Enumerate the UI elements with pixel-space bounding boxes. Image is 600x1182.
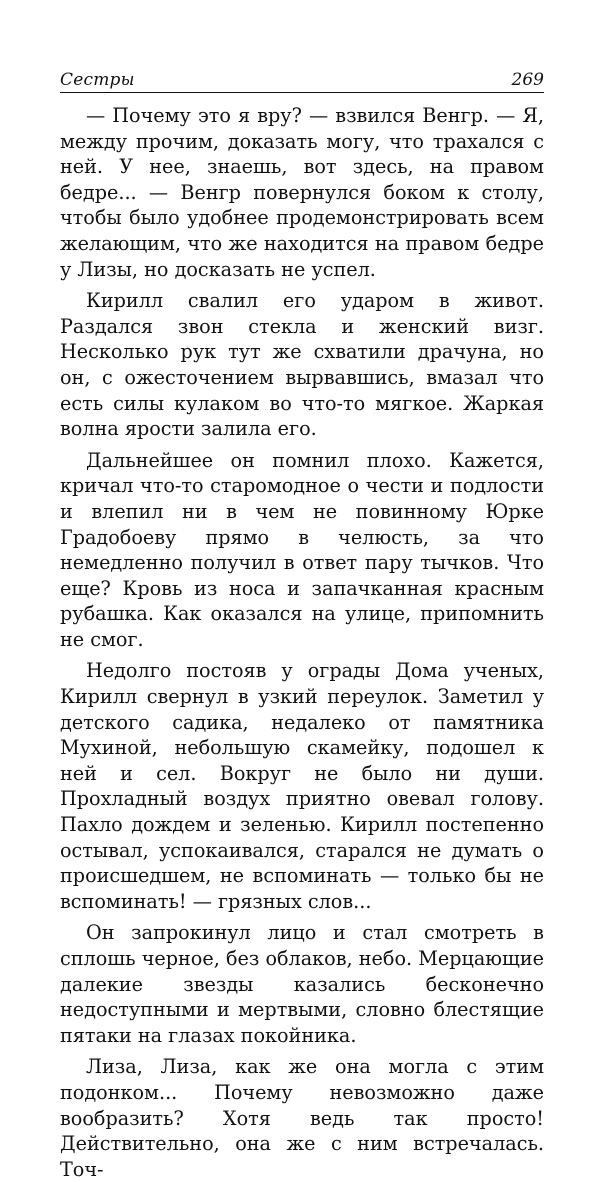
paragraph: Недолго постояв у ограды Дома ученых, Кирилл свернул в узкий переулок. Заметил у детского садика, недалеко от памятника Мухиной, небольшую скамейку, подошел к ней и сел. Вокруг не было ни души. Прохладный воздух приятно овевал голову. Пахло дождем и зеленью. Кирилл постепенно остывал, успокаивался, старался не думать о происшедшем, не вспоминать — только бы не вспоминать! — грязных слов... bbox=[60, 659, 544, 913]
book-page bbox=[60, 64, 544, 1182]
paragraph: — Почему это я вру? — взвился Венгр. — Я, между прочим, доказать могу, что трахался с ней. У нее, знаешь, вот здесь, на правом бедре... — Венгр повернулся боком к столу, чтобы было удобнее продемонстрировать всем желающим, что же находится на правом бедре у Лизы, но досказать не успел. bbox=[60, 104, 544, 281]
paragraph: Он запрокинул лицо и стал смотреть в сплошь черное, без облаков, небо. Мерцающие далекие звезды казались бесконечно недоступными и мертвыми, словно блестящие пятаки на глазах покойника. bbox=[60, 921, 544, 1047]
paragraph: Дальнейшее он помнил плохо. Кажется, кричал что-то старомодное о чести и подлости и влепил ни в чем не повинному Юрке Градобоеву прямо в челюсть, за что немедленно получил в ответ пару тычков. Что еще? Кровь из носа и запачканная красным рубашка. Как оказался на улице, припомнить не смог. bbox=[60, 448, 544, 651]
paragraph: Лиза, Лиза, как же она могла с этим подонком... Почему невозможно даже вообразить? Хотя ведь так просто! Действительно, она же с ним встречалась. Точ- bbox=[60, 1055, 544, 1181]
page-header bbox=[60, 64, 544, 93]
running-title: Сестры bbox=[60, 70, 135, 90]
page-number: 269 bbox=[511, 70, 544, 90]
body-text bbox=[60, 103, 544, 1182]
paragraph: Кирилл свалил его ударом в живот. Раздался звон стекла и женский визг. Несколько рук тут же схватили драчуна, но он, с ожесточением вырвавшись, вмазал что есть силы кулаком во что-то мягкое. Жаркая волна ярости залила его. bbox=[60, 289, 544, 441]
